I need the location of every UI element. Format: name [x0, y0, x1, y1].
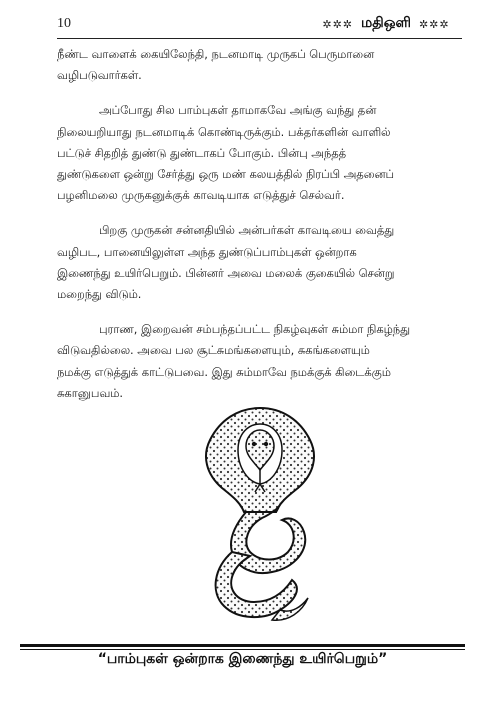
- text-line: வழிபட, பானையிலுள்ள அந்த துண்டுப்பாம்புகள் ஒன்றாக: [57, 244, 357, 259]
- page-number: 10: [57, 16, 71, 31]
- text-line: வழிபடுவார்கள்.: [57, 68, 142, 83]
- paragraph-1: [57, 44, 462, 86]
- ornament-right: ✲✲✲: [418, 17, 450, 31]
- text-line: புராண, இறைவன் சம்பந்தப்பட்ட நிகழ்வுகள் சும்மா நிகழ்ந்து: [99, 322, 410, 337]
- paragraph-2: [57, 100, 462, 206]
- text-line: நீண்ட வாளைக் கையிலேந்தி, நடனமாடி முருகப் பெருமானை: [57, 47, 375, 61]
- paragraph-4: [57, 319, 462, 404]
- magazine-title: மதிஒளி: [361, 15, 411, 31]
- text-line: விடுவதில்லை. அவை பல சூட்சுமங்களையும், சுகங்களையும்: [57, 343, 370, 358]
- header-divider: [57, 38, 462, 39]
- text-line: நிலையறியாது நடனமாடிக் கொண்டிருக்கும். பக்தர்களின் வாளில்: [57, 124, 391, 139]
- footer-rule-thick: [20, 644, 465, 647]
- ornament-left: ✲✲✲: [322, 17, 354, 31]
- text-line: சுகானுபவம்.: [57, 385, 124, 400]
- text-line: அப்போது சில பாம்புகள் தாமாகவே அங்கு வந்து தன்: [99, 103, 377, 118]
- paragraph-3: [57, 220, 462, 305]
- text-line: பட்டுச் சிதறித் துண்டு துண்டாகப் போகும். பின்பு அந்தத்: [57, 145, 347, 160]
- text-line: பழனிமலை முருகனுக்குக் காவடியாக எடுத்துச் செல்வர்.: [57, 188, 345, 203]
- article-body: [57, 44, 462, 418]
- footer-rule-thin: [20, 649, 465, 650]
- text-line: நமக்கு எடுத்துக் காட்டுபவை. இது சும்மாவே நமக்குக் கிடைக்கும்: [57, 364, 391, 379]
- text-line: பிறகு முருகன் சன்னதியில் அன்பர்கள் காவடியை வைத்து: [99, 223, 395, 238]
- running-header: [316, 13, 456, 35]
- text-line: மறைந்து விடும்.: [57, 287, 142, 302]
- figure-caption: “பாம்புகள் ஒன்றாக இணைந்து உயிர்பெறும்”: [97, 651, 388, 667]
- text-line: இணைந்து உயிர்பெறும். பின்னர் அவை மலைக் குகையில் சென்று: [57, 265, 395, 280]
- text-line: துண்டுகளை ஒன்று சேர்த்து ஒரு மண் கலயத்தில் நிரப்பி அதனைப்: [57, 167, 395, 182]
- cobra-illustration: [184, 400, 336, 630]
